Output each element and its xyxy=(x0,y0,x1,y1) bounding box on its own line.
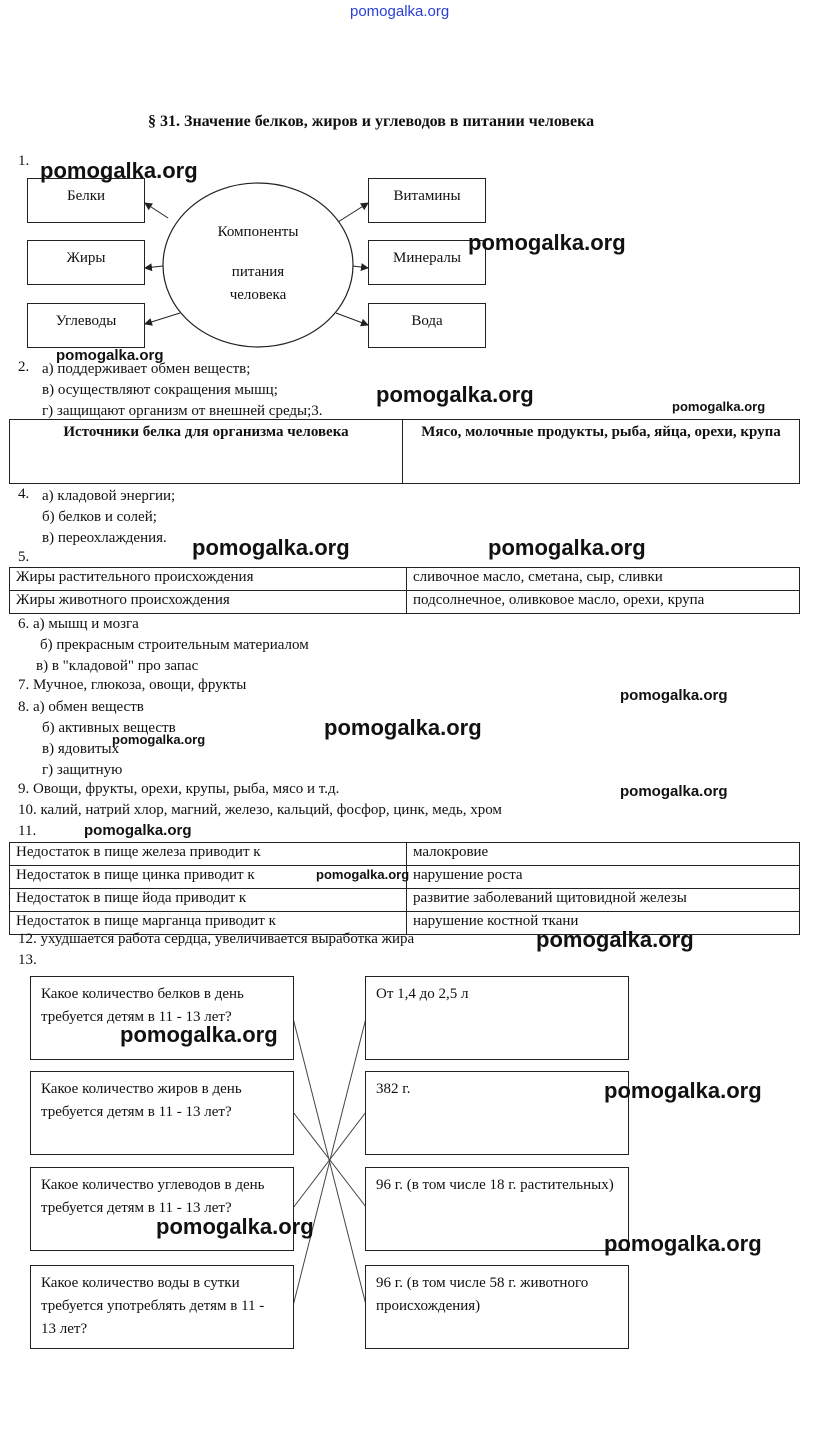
table-cell: нарушение костной ткани xyxy=(407,912,800,935)
q13-number: 13. xyxy=(18,952,37,968)
watermark: pomogalka.org xyxy=(56,347,164,364)
q1-box-water: Вода xyxy=(368,303,486,348)
q13-answer-4: 96 г. (в том числе 58 г. животного происхождения) xyxy=(365,1265,629,1349)
q13-answer-1: От 1,4 до 2,5 л xyxy=(365,976,629,1060)
q1-number: 1. xyxy=(18,153,30,169)
table-cell: Жиры животного происхождения xyxy=(10,591,407,614)
watermark: pomogalka.org xyxy=(376,382,534,407)
q3-right-cell: Мясо, молочные продукты, рыба, яйца, орехи, крупа xyxy=(403,420,800,484)
q1-center-line-2: питания xyxy=(231,264,285,280)
q6-line-v: в) в "кладовой" про запас xyxy=(36,658,199,674)
q1-box-minerals: Минералы xyxy=(368,240,486,285)
watermark: pomogalka.org xyxy=(620,783,728,800)
q13-question-fats: Какое количество жиров в день требуется детям в 11 - 13 лет? xyxy=(30,1071,294,1155)
page-title: § 31. Значение белков, жиров и углеводов в питании человека xyxy=(148,113,595,130)
watermark: pomogalka.org xyxy=(604,1231,762,1256)
q6-line-a: 6. а) мышц и мозга xyxy=(18,616,139,632)
q5-number: 5. xyxy=(18,549,30,565)
watermark: pomogalka.org xyxy=(84,822,192,839)
site-watermark-top: pomogalka.org xyxy=(350,3,450,20)
q4-line-b: б) белков и солей; xyxy=(42,509,157,525)
watermark: pomogalka.org xyxy=(40,158,198,183)
q1-box-carbs: Углеводы xyxy=(27,303,145,348)
q3-left-cell: Источники белка для организма человека xyxy=(10,420,403,484)
q13-question-carbs: Какое количество углеводов в день требуется детям в 11 - 13 лет? xyxy=(30,1167,294,1251)
q1-center-line-1: Компоненты xyxy=(217,224,299,240)
q2-line-a: а) поддерживает обмен веществ; xyxy=(42,361,251,377)
q7-answer: 7. Мучное, глюкоза, овощи, фрукты xyxy=(18,677,247,693)
q8-line-b: б) активных веществ xyxy=(42,720,176,736)
watermark: pomogalka.org xyxy=(672,399,766,414)
table-cell: Жиры растительного происхождения xyxy=(10,568,407,591)
table-cell: Недостаток в пище йода приводит к xyxy=(10,889,407,912)
q8-line-a: 8. а) обмен веществ xyxy=(18,699,144,715)
q10-answer: 10. калий, натрий хлор, магний, железо, кальций, фосфор, цинк, медь, хром xyxy=(18,802,502,818)
q4-line-v: в) переохлаждения. xyxy=(42,530,167,546)
table-cell: подсолнечное, оливковое масло, орехи, крупа xyxy=(407,591,800,614)
q13-question-water: Какое количество воды в сутки требуется употреблять детям в 11 - 13 лет? xyxy=(30,1265,294,1349)
watermark: pomogalka.org xyxy=(620,687,728,704)
table-cell: Недостаток в пище марганца приводит к xyxy=(10,912,407,935)
watermark: pomogalka.org xyxy=(316,867,410,882)
q12-answer: 12. ухудшается работа сердца, увеличивается выработка жира xyxy=(18,931,415,947)
q1-box-vitamins: Витамины xyxy=(368,178,486,223)
q2-line-g: г) защищают организм от внешней среды;3. xyxy=(42,403,323,419)
watermark: pomogalka.org xyxy=(536,927,694,952)
q4-line-a: а) кладовой энергии; xyxy=(42,488,176,504)
table-cell: Недостаток в пище цинка приводит к xyxy=(10,866,407,889)
table-cell: Недостаток в пище железа приводит к xyxy=(10,843,407,866)
watermark: pomogalka.org xyxy=(604,1078,762,1103)
table-cell: нарушение роста xyxy=(407,866,800,889)
q2-number: 2. xyxy=(18,359,30,375)
q11-number: 11. xyxy=(18,823,37,839)
q13-question-proteins: Какое количество белков в день требуется детям в 11 - 13 лет? xyxy=(30,976,294,1060)
watermark: pomogalka.org xyxy=(468,230,626,255)
watermark: pomogalka.org xyxy=(112,732,206,747)
q1-box-proteins: Белки xyxy=(27,178,145,223)
q8-line-v: в) ядовитых xyxy=(42,741,120,757)
q8-line-g: г) защитную xyxy=(42,762,123,778)
q13-answer-2: 382 г. xyxy=(365,1071,629,1155)
table-cell: малокровие xyxy=(407,843,800,866)
watermark: pomogalka.org xyxy=(192,535,350,560)
q1-center-line-3: человека xyxy=(229,287,287,303)
watermark: pomogalka.org xyxy=(488,535,646,560)
table-cell: развитие заболеваний щитовидной железы xyxy=(407,889,800,912)
q4-number: 4. xyxy=(18,486,30,502)
table-cell: сливочное масло, сметана, сыр, сливки xyxy=(407,568,800,591)
watermark: pomogalka.org xyxy=(120,1022,278,1047)
q13-answer-3: 96 г. (в том числе 18 г. растительных) xyxy=(365,1167,629,1251)
q1-box-fats: Жиры xyxy=(27,240,145,285)
q6-line-b: б) прекрасным строительным материалом xyxy=(40,637,309,653)
watermark: pomogalka.org xyxy=(324,715,482,740)
q2-line-v: в) осуществляют сокращения мышц; xyxy=(42,382,278,398)
watermark: pomogalka.org xyxy=(156,1214,314,1239)
q9-answer: 9. Овощи, фрукты, орехи, крупы, рыба, мясо и т.д. xyxy=(18,781,340,797)
